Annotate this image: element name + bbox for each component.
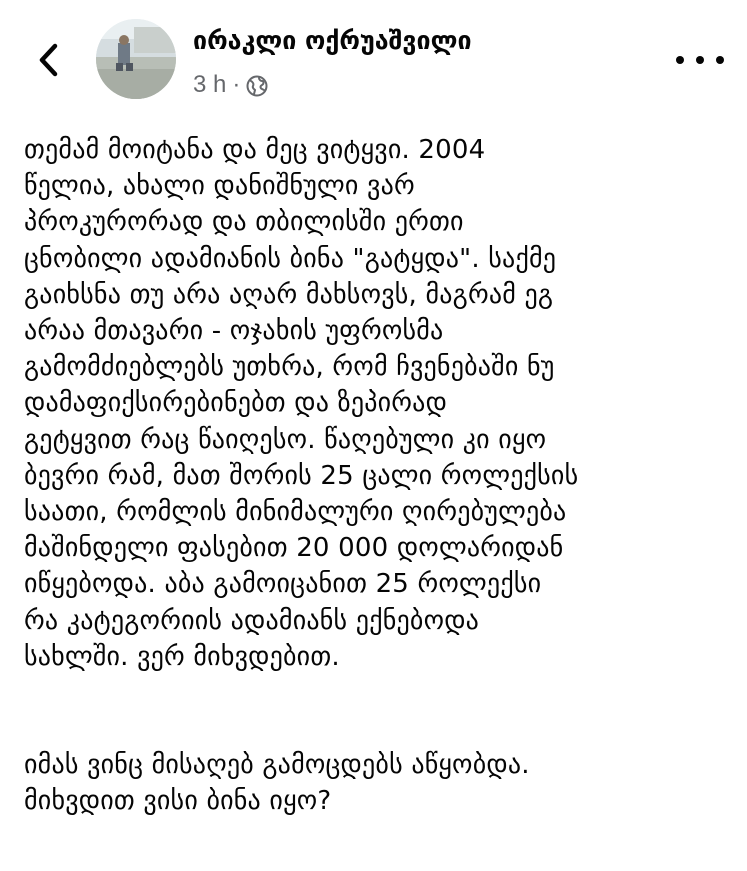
globe-icon (246, 75, 268, 97)
more-dot (696, 56, 704, 64)
post-line: მიხვდით ვისი ბინა იყო? (24, 786, 332, 817)
post-line: ცნობილი ადამიანის ბინა "გატყდა". საქმე (24, 243, 557, 274)
post-line: იმას ვინც მისაღებ გამოცდებს აწყობდა. (24, 750, 530, 781)
more-dot (716, 56, 724, 64)
post-line: მაშინდელი ფასებით 20 000 დოლარიდან (24, 533, 564, 564)
post-header (0, 0, 747, 110)
chevron-left-icon (36, 42, 60, 78)
post-text (24, 132, 724, 819)
post-line: დამაფიქსირებინებთ და ზეპირად (24, 388, 448, 419)
avatar-photo (96, 19, 176, 99)
post-line: გეტყვით რაც წაიღესო. წაღებული კი იყო (24, 424, 547, 455)
post-meta (193, 70, 268, 100)
post-line: გაიხსნა თუ არა აღარ მახსოვს, მაგრამ ეგ (24, 279, 554, 310)
post-line: ბევრი რამ, მათ შორის 25 ცალი როლექსის (24, 460, 579, 491)
post-line: არაა მთავარი - ოჯახის უფროსმა (24, 316, 444, 347)
post-line: საათი, რომლის მინიმალური ღირებულება (24, 497, 567, 528)
post-line: პროკურორად და თბილისში ერთი (24, 207, 464, 238)
post-line: გამომძიებლებს უთხრა, რომ ჩვენებაში ნუ (24, 352, 555, 383)
more-dot (676, 56, 684, 64)
author-name[interactable]: ირაკლი ოქრუაშვილი (193, 26, 472, 55)
more-options-button[interactable] (676, 46, 724, 74)
post-line: იწყებოდა. აბა გამოიცანით 25 როლექსი (24, 569, 542, 600)
post-time[interactable]: 3 h (193, 71, 227, 98)
post-line: სახლში. ვერ მიხვდებით. (24, 641, 340, 672)
post-line: რა კატეგორიის ადამიანს ექნებოდა (24, 605, 480, 636)
post-line: წელია, ახალი დანიშნული ვარ (24, 171, 415, 202)
paragraph-gap (24, 675, 724, 747)
back-button[interactable] (28, 40, 68, 80)
post-line: თემამ მოიტანა და მეც ვიტყვი. 2004 (24, 135, 486, 165)
avatar[interactable] (96, 19, 176, 99)
meta-separator: · (232, 71, 241, 98)
